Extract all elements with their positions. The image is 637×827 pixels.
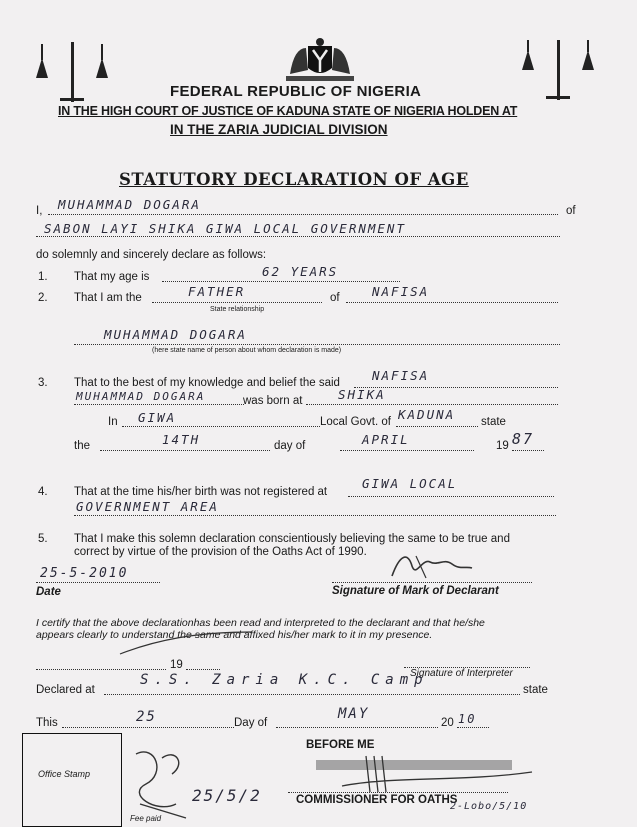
item-number: 5. (38, 533, 48, 545)
scales-of-justice-right-icon (518, 38, 598, 102)
lga-value: KADUNA (398, 407, 456, 422)
header-court: IN THE HIGH COURT OF JUSTICE OF KADUNA STATE OF NIGERIA HOLDEN AT (58, 104, 518, 118)
age-value: 62 YEARS (262, 264, 339, 279)
day-of-label-2: Day of (234, 717, 268, 729)
born-label: was born at (243, 395, 303, 407)
certify-line-1: I certify that the above declarationhas been read and interpreted to the declarant and that he/she (36, 617, 485, 629)
in-label: In (108, 416, 118, 428)
declarant-address: SABON LAYI SHIKA GIWA LOCAL GOVERNMENT (44, 221, 406, 236)
cert-year-prefix-2: 20 (441, 717, 454, 729)
declared-at-label: Declared at (36, 684, 95, 696)
year-prefix: 19 (496, 440, 509, 452)
cert-year-prefix: 19 (170, 659, 183, 671)
item-number: 4. (38, 486, 48, 498)
the-label: the (74, 440, 90, 452)
this-month-value: MAY (338, 706, 370, 722)
registration-place-2: GOVERNMENT AREA (76, 499, 219, 514)
registration-place-1: GIWA LOCAL (362, 476, 458, 491)
item-number: 1. (38, 271, 48, 283)
fee-paid-label: Fee paid (130, 814, 162, 823)
declarant-signature-icon (386, 548, 476, 582)
day-of-label: day of (274, 440, 306, 452)
this-day-value: 25 (136, 709, 157, 725)
born-place: SHIKA (338, 387, 386, 402)
relationship-caption: State relationship (210, 306, 265, 313)
oath-line-2: correct by virtue of the provision of the Oaths Act of 1990. (74, 546, 367, 558)
lga-label: Local Govt. of (320, 416, 391, 428)
registration-label: That at the time his/her birth was not registered at (74, 486, 328, 498)
subject-person-name: MUHAMMAD DOGARA (104, 327, 247, 342)
commissioner-signature-date: 2-Lobo/5/10 (450, 801, 528, 812)
oath-line-1: That I make this solemn declaration conscientiously believing the same to be true and (74, 533, 510, 545)
in-value: GIWA (138, 410, 177, 425)
declarant-signature-label: Signature of Mark of Declarant (332, 585, 499, 597)
office-stamp-label: Office Stamp (38, 769, 91, 779)
relationship-value: FATHER (188, 284, 246, 299)
item-number: 2. (38, 292, 48, 304)
header-country: FEDERAL REPUBLIC OF NIGERIA (170, 83, 422, 100)
age-label: That my age is (74, 271, 150, 283)
this-label: This (36, 717, 58, 729)
person-caption: (here state name of person about whom declaration is made) (152, 347, 342, 354)
born-person-name: MUHAMMAD DOGARA (76, 390, 206, 403)
stamp-scribble-icon (126, 744, 196, 820)
birth-day: 14TH (162, 432, 201, 447)
of-label: of (566, 205, 576, 217)
header-division: IN THE ZARIA JUDICIAL DIVISION (170, 122, 388, 137)
pen-stroke-icon (116, 630, 256, 658)
declared-at-value: S.S. Zaria K.C. Camp (140, 672, 429, 688)
said-name: NAFISA (372, 368, 430, 383)
i-label: I, (36, 205, 43, 217)
footer-handwritten-date: 25/5/2 (192, 786, 262, 805)
relationship-label: That I am the (74, 292, 142, 304)
commissioner-stamp-icon (312, 756, 552, 796)
before-me-label: BEFORE ME (306, 739, 375, 751)
birth-month: APRIL (362, 432, 410, 447)
declarant-name: MUHAMMAD DOGARA (58, 197, 201, 212)
certify-line-2: appears clearly to understand the same and affixed his/her mark to it in my presence. (36, 629, 433, 641)
declared-state-label: state (523, 684, 548, 696)
this-year-suffix: 10 (458, 712, 477, 726)
commissioner-label: COMMISSIONER FOR OATHS (296, 794, 458, 806)
office-stamp-box (22, 733, 122, 827)
document-title: STATUTORY DECLARATION OF AGE (119, 170, 469, 189)
interpreter-signature-label: Signature of Interpreter (410, 668, 513, 679)
belief-label: That to the best of my knowledge and belief the said (74, 377, 340, 389)
scales-of-justice-left-icon (32, 40, 112, 104)
child-name: NAFISA (372, 284, 430, 299)
state-label: state (481, 416, 506, 428)
solemnly-text: do solemnly and sincerely declare as follows: (36, 249, 267, 261)
date-label: Date (36, 586, 61, 598)
coat-of-arms-icon (280, 38, 360, 84)
declaration-date: 25-5-2010 (40, 566, 129, 581)
item-number: 3. (38, 377, 48, 389)
birth-year-suffix: 87 (512, 430, 535, 448)
of-label: of (330, 292, 340, 304)
